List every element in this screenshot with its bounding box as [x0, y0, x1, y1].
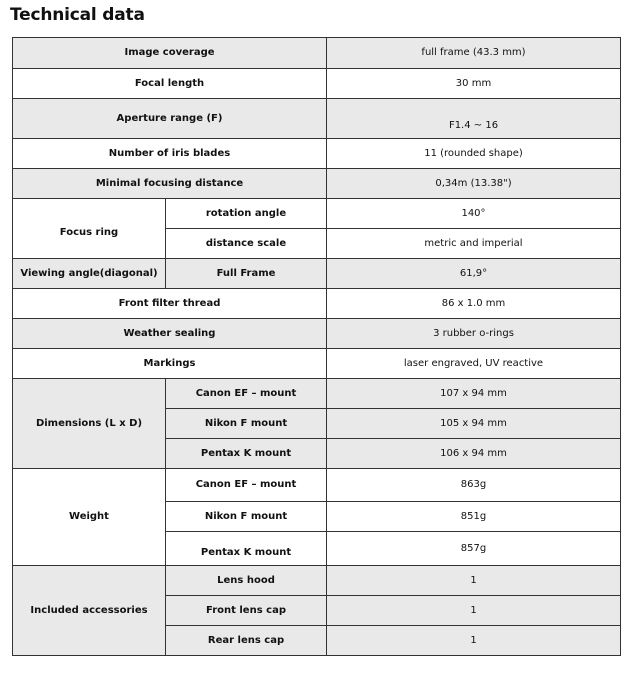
- min-focus-value: 0,34m (13.38"): [327, 169, 621, 199]
- aperture-range-label: Aperture range (F): [13, 99, 327, 139]
- focal-length-value: 30 mm: [327, 69, 621, 99]
- front-filter-label: Front filter thread: [13, 289, 327, 319]
- front-cap-label: Front lens cap: [166, 596, 327, 626]
- table-row: [13, 469, 621, 502]
- page-title: Technical data: [10, 5, 145, 25]
- weight-pentax-value: 857g: [327, 532, 621, 566]
- table-row: [13, 38, 621, 69]
- rotation-angle-value: 140°: [327, 199, 621, 229]
- table-row: [13, 319, 621, 349]
- rear-cap-label: Rear lens cap: [166, 626, 327, 656]
- viewing-angle-label: Viewing angle(diagonal): [13, 259, 166, 289]
- weather-sealing-label: Weather sealing: [13, 319, 327, 349]
- markings-label: Markings: [13, 349, 327, 379]
- table-row: [13, 289, 621, 319]
- dimensions-pentax-label: Pentax K mount: [166, 439, 327, 469]
- weather-sealing-value: 3 rubber o-rings: [327, 319, 621, 349]
- table-row: [13, 349, 621, 379]
- table-row: [13, 566, 621, 596]
- front-filter-value: 86 x 1.0 mm: [327, 289, 621, 319]
- weight-pentax-label: Pentax K mount: [166, 532, 327, 566]
- dimensions-canon-value: 107 x 94 mm: [327, 379, 621, 409]
- rear-cap-value: 1: [327, 626, 621, 656]
- min-focus-label: Minimal focusing distance: [13, 169, 327, 199]
- table-row: [13, 69, 621, 99]
- viewing-angle-sub-label: Full Frame: [166, 259, 327, 289]
- dimensions-nikon-value: 105 x 94 mm: [327, 409, 621, 439]
- table-row: [13, 379, 621, 409]
- table-row: [13, 169, 621, 199]
- dimensions-nikon-label: Nikon F mount: [166, 409, 327, 439]
- lens-hood-value: 1: [327, 566, 621, 596]
- dimensions-pentax-value: 106 x 94 mm: [327, 439, 621, 469]
- table-row: [13, 259, 621, 289]
- weight-nikon-value: 851g: [327, 502, 621, 532]
- focal-length-label: Focal length: [13, 69, 327, 99]
- weight-label: Weight: [13, 469, 166, 566]
- technical-data-table: [12, 37, 621, 656]
- image-coverage-label: Image coverage: [13, 38, 327, 69]
- rotation-angle-label: rotation angle: [166, 199, 327, 229]
- accessories-label: Included accessories: [13, 566, 166, 656]
- viewing-angle-value: 61,9°: [327, 259, 621, 289]
- iris-blades-value: 11 (rounded shape): [327, 139, 621, 169]
- dimensions-label: Dimensions (L x D): [13, 379, 166, 469]
- iris-blades-label: Number of iris blades: [13, 139, 327, 169]
- front-cap-value: 1: [327, 596, 621, 626]
- weight-canon-label: Canon EF – mount: [166, 469, 327, 502]
- table-row: [13, 139, 621, 169]
- distance-scale-value: metric and imperial: [327, 229, 621, 259]
- focus-ring-label: Focus ring: [13, 199, 166, 259]
- dimensions-canon-label: Canon EF – mount: [166, 379, 327, 409]
- markings-value: laser engraved, UV reactive: [327, 349, 621, 379]
- weight-canon-value: 863g: [327, 469, 621, 502]
- image-coverage-value: full frame (43.3 mm): [327, 38, 621, 69]
- weight-nikon-label: Nikon F mount: [166, 502, 327, 532]
- aperture-range-value: F1.4 ~ 16: [327, 99, 621, 139]
- table-row: [13, 99, 621, 139]
- distance-scale-label: distance scale: [166, 229, 327, 259]
- table-row: [13, 199, 621, 229]
- lens-hood-label: Lens hood: [166, 566, 327, 596]
